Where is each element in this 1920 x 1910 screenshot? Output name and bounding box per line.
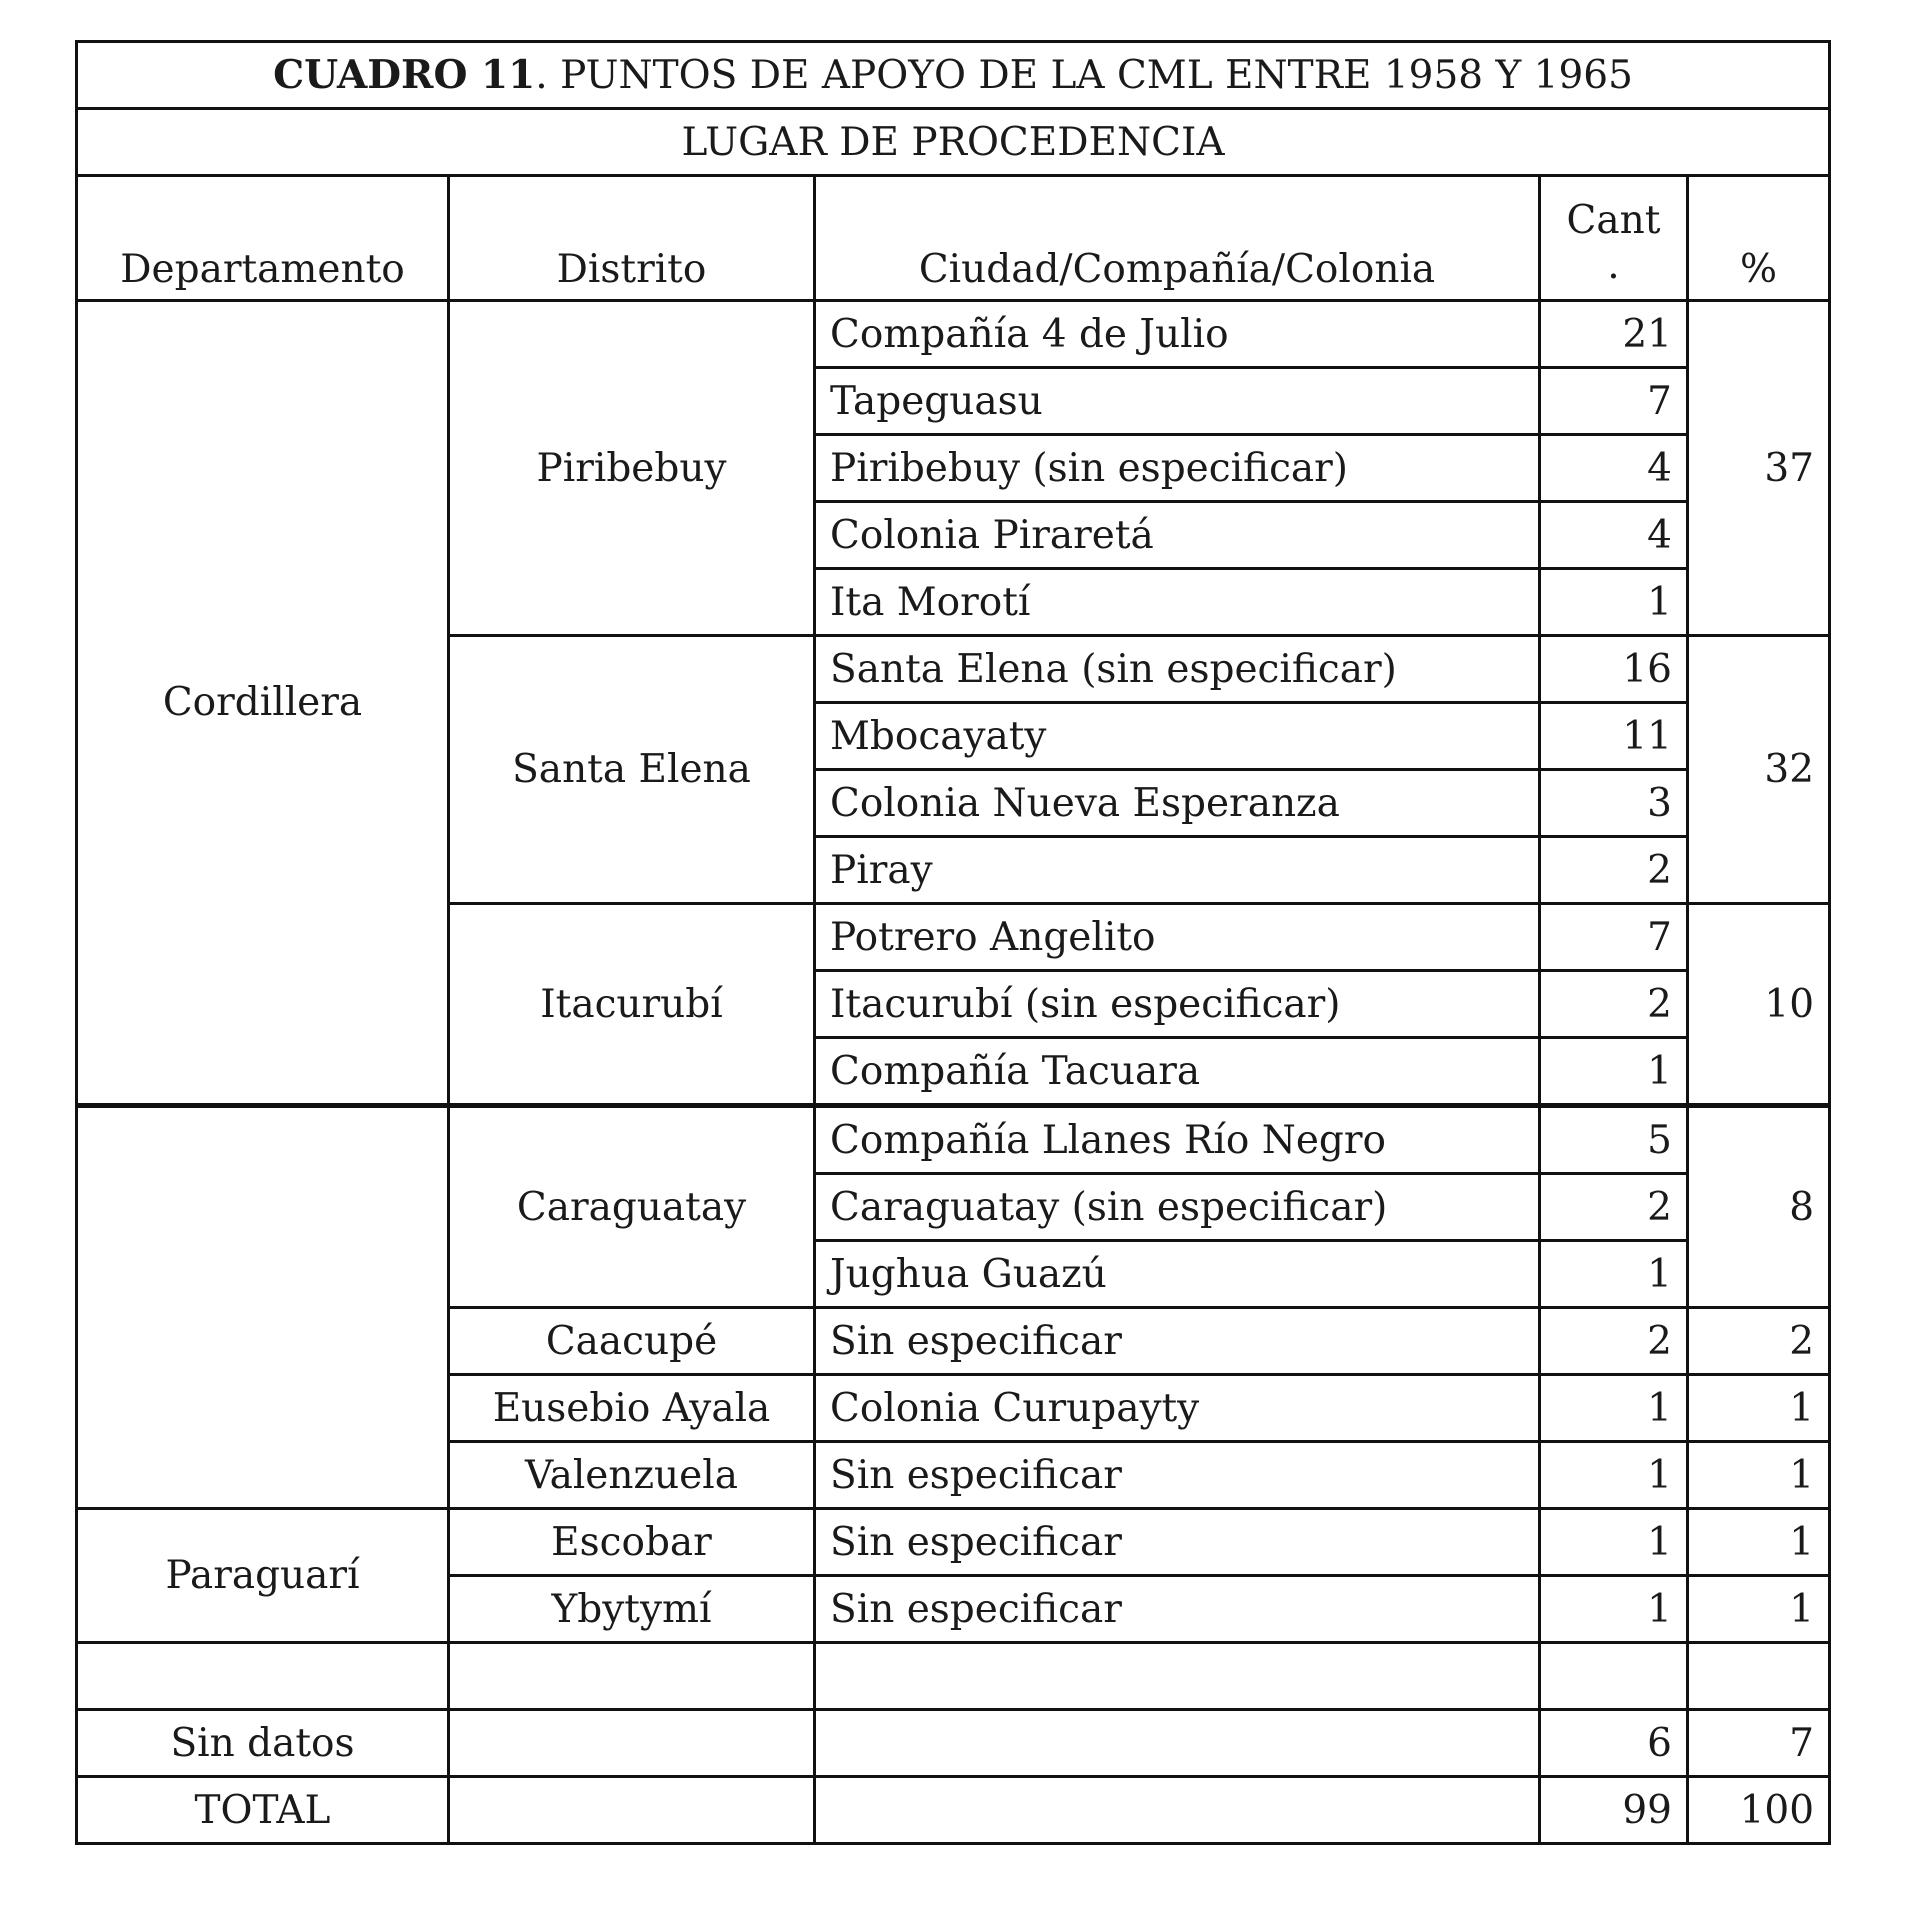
pct-cell: 1: [1688, 1442, 1830, 1509]
distrito-cell: Santa Elena: [449, 636, 815, 904]
distrito-cell: Eusebio Ayala: [449, 1375, 815, 1442]
cant-cell: 1: [1540, 1576, 1688, 1643]
lugar-cell: Caraguatay (sin especificar): [815, 1174, 1540, 1241]
cant-cell: 4: [1540, 502, 1688, 569]
table-row: [77, 1509, 1830, 1576]
empty-cell: [1540, 1643, 1688, 1710]
total-pct: 100: [1688, 1777, 1830, 1844]
lugar-cell: Ita Morotí: [815, 569, 1540, 636]
cuadro-11-table: [75, 40, 1831, 1845]
pct-cell: 10: [1688, 904, 1830, 1106]
total-row: [77, 1777, 1830, 1844]
pct-cell: 2: [1688, 1308, 1830, 1375]
lugar-cell: Piribebuy (sin especificar): [815, 435, 1540, 502]
lugar-cell: Compañía Llanes Río Negro: [815, 1106, 1540, 1174]
pct-cell: 1: [1688, 1509, 1830, 1576]
lugar-cell: Colonia Curupayty: [815, 1375, 1540, 1442]
table-row: [77, 1106, 1830, 1174]
lugar-cell: Jughua Guazú: [815, 1241, 1540, 1308]
lugar-cell: Colonia Piraretá: [815, 502, 1540, 569]
sin-datos-label: Sin datos: [77, 1710, 449, 1777]
lugar-cell: Sin especificar: [815, 1442, 1540, 1509]
lugar-cell: Itacurubí (sin especificar): [815, 971, 1540, 1038]
header-row: [77, 176, 1830, 301]
header-departamento: Departamento: [77, 176, 449, 301]
lugar-cell: Colonia Nueva Esperanza: [815, 770, 1540, 837]
empty-cell: [77, 1643, 449, 1710]
distrito-cell: Itacurubí: [449, 904, 815, 1106]
pct-cell: 8: [1688, 1106, 1830, 1308]
lugar-cell: Compañía 4 de Julio: [815, 301, 1540, 368]
empty-cell: [1688, 1643, 1830, 1710]
distrito-cell: Piribebuy: [449, 301, 815, 636]
cant-cell: 7: [1540, 368, 1688, 435]
cant-cell: 1: [1540, 1375, 1688, 1442]
header-distrito: Distrito: [449, 176, 815, 301]
sin-datos-row: [77, 1710, 1830, 1777]
lugar-cell: Mbocayaty: [815, 703, 1540, 770]
distrito-cell: Ybytymí: [449, 1576, 815, 1643]
empty-cell: [815, 1643, 1540, 1710]
cant-cell: 11: [1540, 703, 1688, 770]
lugar-cell: Sin especificar: [815, 1576, 1540, 1643]
lugar-cell: Sin especificar: [815, 1509, 1540, 1576]
empty-cell: [449, 1643, 815, 1710]
cant-cell: 2: [1540, 1308, 1688, 1375]
header-ciudad: Ciudad/Compañía/Colonia: [815, 176, 1540, 301]
lugar-cell: Santa Elena (sin especificar): [815, 636, 1540, 703]
table-wrapper: [75, 40, 1828, 1845]
distrito-cell: Valenzuela: [449, 1442, 815, 1509]
cant-cell: 1: [1540, 1038, 1688, 1106]
cant-cell: 1: [1540, 1442, 1688, 1509]
table-title-label: CUADRO 11: [273, 51, 536, 98]
header-cant-line2: .: [1607, 243, 1620, 289]
distrito-cell: Escobar: [449, 1509, 815, 1576]
table-title: [77, 42, 1830, 109]
cant-cell: 2: [1540, 1174, 1688, 1241]
empty-row: [77, 1643, 1830, 1710]
cant-cell: 1: [1540, 1241, 1688, 1308]
empty-cell: [815, 1710, 1540, 1777]
lugar-cell: Potrero Angelito: [815, 904, 1540, 971]
departamento-cell-empty: [77, 1106, 449, 1509]
cant-cell: 6: [1540, 1710, 1688, 1777]
departamento-cell: Cordillera: [77, 301, 449, 1106]
total-label: TOTAL: [77, 1777, 449, 1844]
header-cant-line1: Cant: [1566, 198, 1661, 244]
cant-cell: 1: [1540, 1509, 1688, 1576]
table-subtitle-row: [77, 109, 1830, 176]
lugar-cell: Sin especificar: [815, 1308, 1540, 1375]
departamento-cell: Paraguarí: [77, 1509, 449, 1643]
header-pct: %: [1688, 176, 1830, 301]
empty-cell: [449, 1777, 815, 1844]
cant-cell: 3: [1540, 770, 1688, 837]
empty-cell: [815, 1777, 1540, 1844]
lugar-cell: Compañía Tacuara: [815, 1038, 1540, 1106]
header-cant: [1540, 176, 1688, 301]
pct-cell: 32: [1688, 636, 1830, 904]
cant-cell: 2: [1540, 971, 1688, 1038]
pct-cell: 1: [1688, 1375, 1830, 1442]
table-subtitle: LUGAR DE PROCEDENCIA: [77, 109, 1830, 176]
total-cant: 99: [1540, 1777, 1688, 1844]
cant-cell: 4: [1540, 435, 1688, 502]
lugar-cell: Tapeguasu: [815, 368, 1540, 435]
cant-cell: 1: [1540, 569, 1688, 636]
empty-cell: [449, 1710, 815, 1777]
cant-cell: 16: [1540, 636, 1688, 703]
cant-cell: 2: [1540, 837, 1688, 904]
cant-cell: 7: [1540, 904, 1688, 971]
pct-cell: 1: [1688, 1576, 1830, 1643]
distrito-cell: Caacupé: [449, 1308, 815, 1375]
lugar-cell: Piray: [815, 837, 1540, 904]
table-title-text: . PUNTOS DE APOYO DE LA CML ENTRE 1958 Y 1965: [535, 52, 1633, 98]
cant-cell: 5: [1540, 1106, 1688, 1174]
pct-cell: 7: [1688, 1710, 1830, 1777]
pct-cell: 37: [1688, 301, 1830, 636]
table-title-row: [77, 42, 1830, 109]
table-row: [77, 301, 1830, 368]
cant-cell: 21: [1540, 301, 1688, 368]
distrito-cell: Caraguatay: [449, 1106, 815, 1308]
